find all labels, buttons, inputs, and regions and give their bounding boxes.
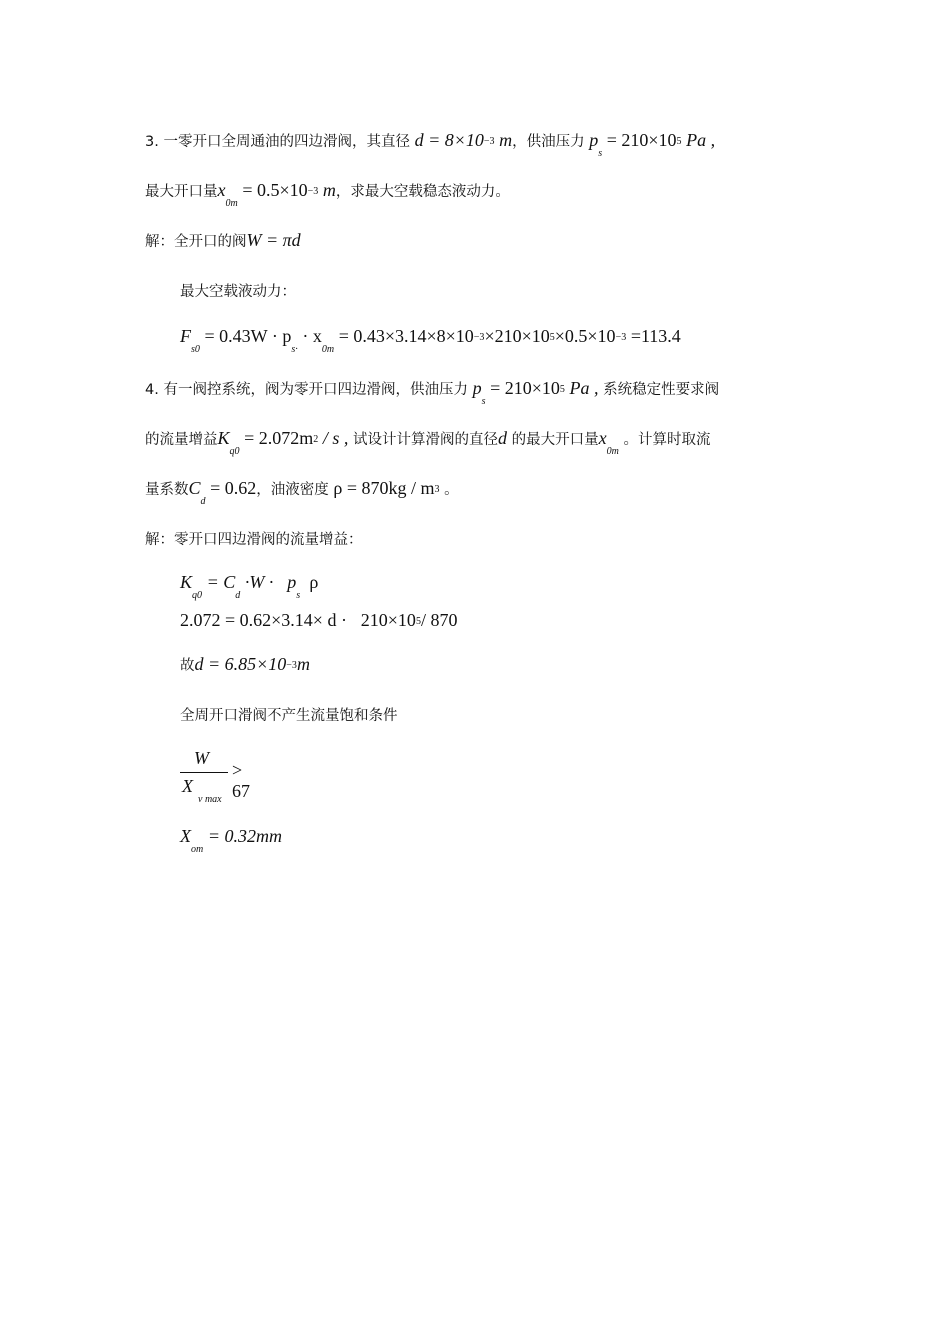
saturation-condition-label: 全周开口滑阀不产生流量饱和条件 xyxy=(180,708,398,724)
problem3-statement-line1: 3. 一零开口全周通油的四边滑阀，其直径 d = 8×10−3 m，供油压力 $p_s = 210\times 105$ Pa , xyxy=(145,130,716,159)
fraction-bar xyxy=(180,772,228,773)
diameter-result: 故d = 6.85×10−3m xyxy=(180,654,310,674)
opening-result: $X_{om} = 0.32mm$ xyxy=(180,826,282,855)
saturation-inequality: W X v max > 67 xyxy=(182,748,250,805)
inequality-rhs: > 67 xyxy=(232,760,250,801)
force-result: =113.4 xyxy=(630,326,681,346)
force-label: 最大空载液动力： xyxy=(180,284,296,300)
diameter-eq: d = 8×10 xyxy=(414,130,484,150)
steady-flow-force-equation: $F_{s0} = 0.43W \cdot p_{s\cdot} \cdot x_{0m} = 0.43\times 3.14\times 8\times 10-3\times 210\times 105\times 0.5\times 10-3 =113.4$ xyxy=(180,326,681,355)
flow-gain-equation: $K_{q0} = C_d \cdot W$ · $p_s$ ρ xyxy=(180,572,319,601)
width-eq: W = πd xyxy=(246,230,301,250)
supply-pressure-symbol: p xyxy=(589,130,599,150)
problem4-statement-line3: 量系数$C_d = 0.62$，油液密度 ρ = 870kg / m3 。 xyxy=(145,478,459,507)
problem4-statement-line1: 4. 有一阀控系统，阀为零开口四边滑阀，供油压力 $p_s = 210\times 105$ Pa , 系统稳定性要求阀 xyxy=(145,378,720,407)
fraction-numerator: W xyxy=(194,748,209,768)
numeric-substitution: 2.072 = 0.62×3.14× d · 210×105/ 870 xyxy=(180,610,458,630)
problem3-statement-line2: 最大开口量$x_{0m} = 0.5\times 10-3$ m，求最大空载稳态液动力。 xyxy=(145,180,510,209)
fraction-denominator: X xyxy=(182,776,193,796)
problem3-intro: 3. 一零开口全周通油的四边滑阀，其直径 xyxy=(145,134,410,150)
problem4-statement-line2: 的流量增益$K_{q0} = 2.072m2 / s$ , 试设计计算滑阀的直径d 的最大开口量$x_{0m}$ 。计算时取流 xyxy=(145,428,711,457)
problem4-solution-label: 解：零开口四边滑阀的流量增益： xyxy=(145,532,363,548)
problem3-solution-label: 解：全开口的阀W = πd xyxy=(145,230,301,250)
